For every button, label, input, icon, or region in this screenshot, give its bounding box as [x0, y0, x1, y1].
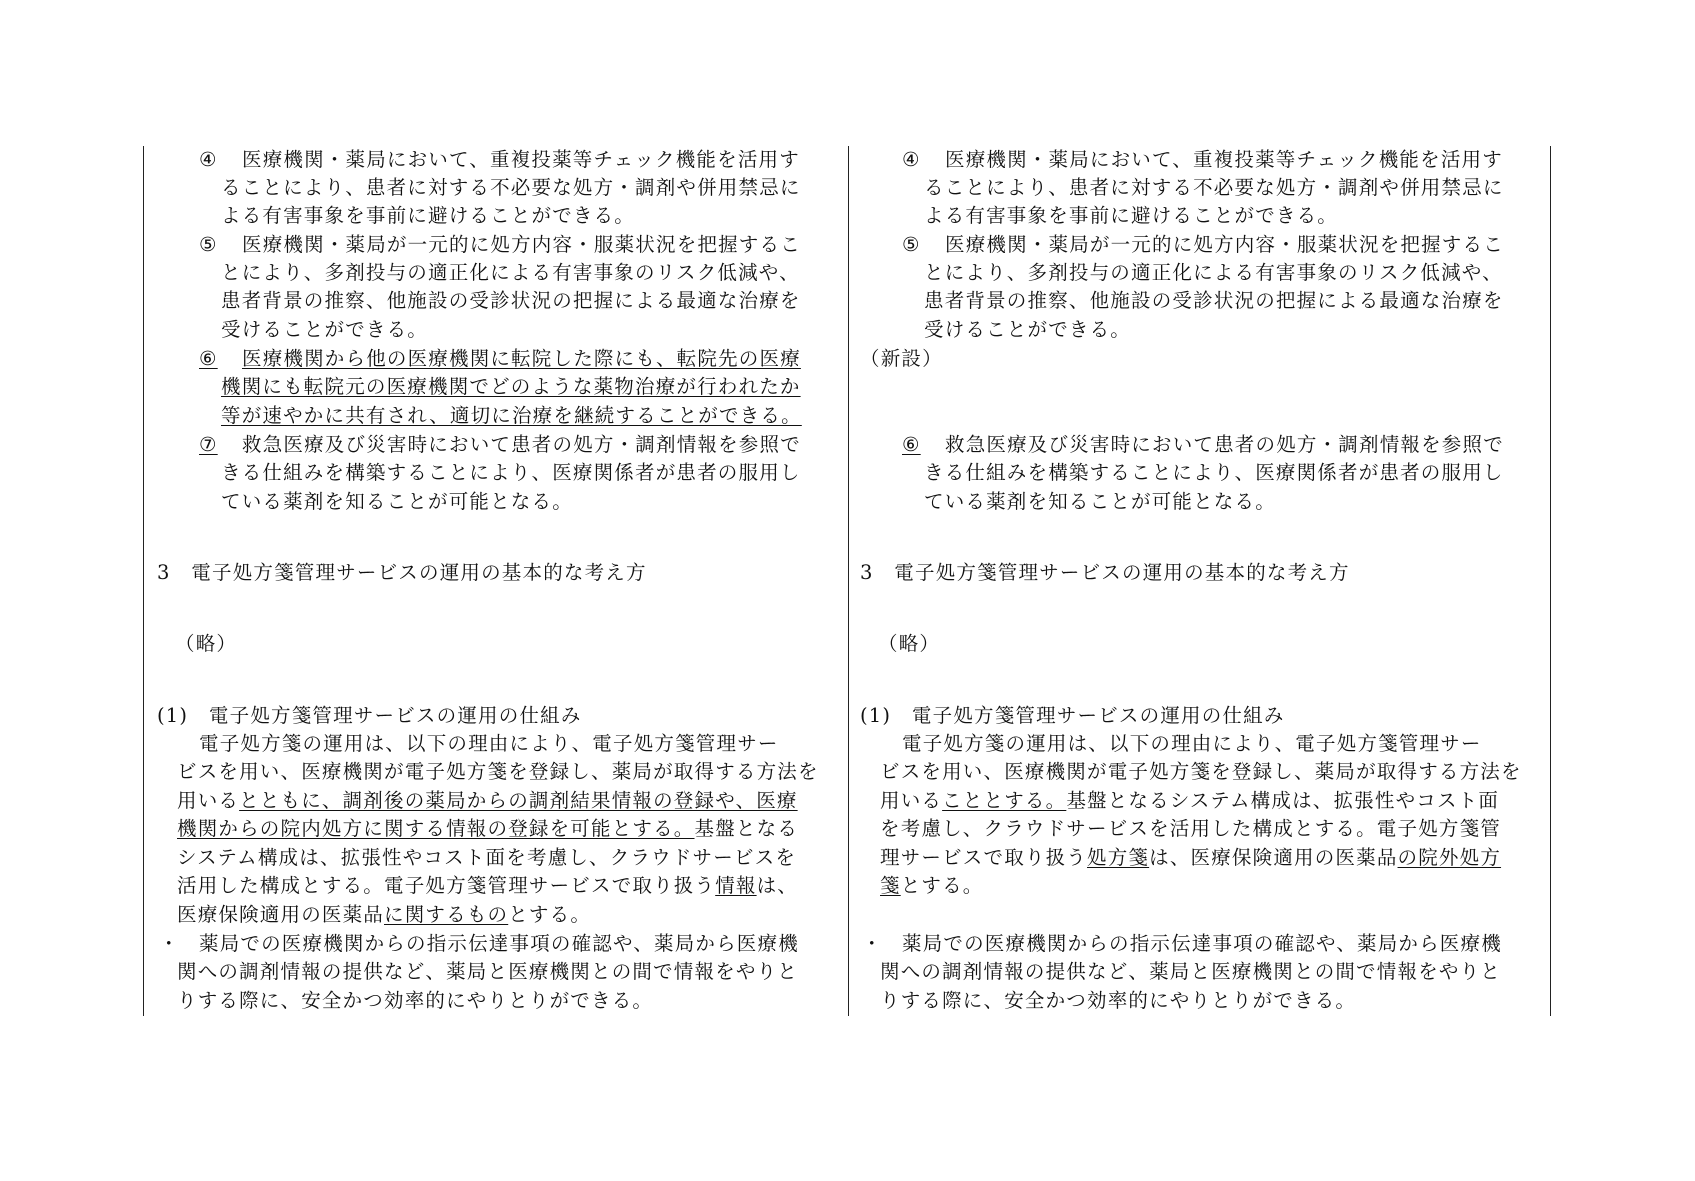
item7-line3: ている薬剤を知ることが可能となる。 [221, 490, 573, 513]
column-divider [848, 146, 849, 1016]
item5-line2: とにより、多剤投与の適正化による有害事象のリスク低減や、 [221, 261, 800, 284]
item6-line2: 機関にも転院元の医療機関でどのような薬物治療が行われたか [221, 375, 801, 398]
bullet-line3: りする際に、安全かつ効率的にやりとりができる。 [880, 989, 1357, 1012]
omitted-note: （略） [175, 632, 238, 655]
para-line4: 機関からの院内処方に関する情報の登録を可能とする。基盤となる [177, 817, 799, 840]
item5-line2: とにより、多剤投与の適正化による有害事象のリスク低減や、 [924, 261, 1503, 284]
para-line5: システム構成は、拡張性やコスト面を考慮し、クラウドサービスを [177, 846, 797, 869]
para-line3: 用いることとする。基盤となるシステム構成は、拡張性やコスト面 [880, 789, 1500, 812]
left-column-border [143, 146, 144, 1016]
para-line2: ビスを用い、医療機関が電子処方箋を登録し、薬局が取得する方法を [177, 760, 819, 783]
item5-line1: 医療機関・薬局が一元的に処方内容・服薬状況を把握するこ [945, 233, 1504, 256]
para-line1: 電子処方箋の運用は、以下の理由により、電子処方箋管理サー [902, 732, 1482, 755]
para-line6: 活用した構成とする。電子処方箋管理サービスで取り扱う情報は、 [177, 874, 799, 897]
bullet-mark: ・ [159, 932, 180, 955]
item7-line2: きる仕組みを構築することにより、医療関係者が患者の服用し [221, 461, 801, 484]
item4-line1: 医療機関・薬局において、重複投薬等チェック機能を活用す [945, 148, 1503, 171]
item4-line3: よる有害事象を事前に避けることができる。 [221, 204, 636, 227]
para-line5: 理サービスで取り扱う処方箋は、医療保険適用の医薬品の院外処方 [880, 846, 1502, 869]
item7-marker: ⑦ [199, 433, 218, 456]
item5-line3: 患者背景の推察、他施設の受診状況の把握による最適な治療を [924, 289, 1504, 312]
item4-line2: ることにより、患者に対する不必要な処方・調剤や併用禁忌に [924, 176, 1504, 199]
item6-line1: 救急医療及び災害時において患者の処方・調剤情報を参照で [945, 433, 1504, 456]
item4-line1: 医療機関・薬局において、重複投薬等チェック機能を活用す [242, 148, 800, 171]
bullet-line1: 薬局での医療機関からの指示伝達事項の確認や、薬局から医療機 [902, 932, 1502, 955]
item5-line4: 受けることができる。 [221, 318, 429, 341]
right-column-border [1550, 146, 1551, 1016]
new-item-note: （新設） [860, 347, 943, 370]
item7-line1: 救急医療及び災害時において患者の処方・調剤情報を参照で [242, 433, 801, 456]
section3-heading: 3 電子処方箋管理サービスの運用の基本的な考え方 [860, 561, 1350, 584]
subsection1-heading: (1) 電子処方箋管理サービスの運用の仕組み [157, 704, 582, 727]
item5-line4: 受けることができる。 [924, 318, 1132, 341]
item6-line1: 医療機関から他の医療機関に転院した際にも、転院先の医療 [242, 347, 801, 370]
item4-marker: ④ [199, 148, 218, 171]
item5-marker: ⑤ [199, 233, 218, 256]
item4-marker: ④ [902, 148, 921, 171]
bullet-line3: りする際に、安全かつ効率的にやりとりができる。 [177, 989, 654, 1012]
para-line1: 電子処方箋の運用は、以下の理由により、電子処方箋管理サー [199, 732, 779, 755]
item5-line1: 医療機関・薬局が一元的に処方内容・服薬状況を把握するこ [242, 233, 801, 256]
bullet-line1: 薬局での医療機関からの指示伝達事項の確認や、薬局から医療機 [199, 932, 799, 955]
bullet-line2: 関への調剤情報の提供など、薬局と医療機関との間で情報をやりと [177, 960, 799, 983]
item6-marker: ⑥ [902, 433, 921, 456]
item4-line3: よる有害事象を事前に避けることができる。 [924, 204, 1339, 227]
para-line4: を考慮し、クラウドサービスを活用した構成とする。電子処方箋管 [880, 817, 1502, 840]
item5-marker: ⑤ [902, 233, 921, 256]
bullet-line2: 関への調剤情報の提供など、薬局と医療機関との間で情報をやりと [880, 960, 1502, 983]
section3-heading: 3 電子処方箋管理サービスの運用の基本的な考え方 [157, 561, 647, 584]
omitted-note: （略） [878, 632, 941, 655]
item5-line3: 患者背景の推察、他施設の受診状況の把握による最適な治療を [221, 289, 801, 312]
para-line3: 用いるとともに、調剤後の薬局からの調剤結果情報の登録や、医療 [177, 789, 798, 812]
item6-marker: ⑥ [199, 347, 218, 370]
item6-line3: 等が速やかに共有され、適切に治療を継続することができる。 [221, 404, 802, 427]
item6-line3: ている薬剤を知ることが可能となる。 [924, 490, 1276, 513]
para-line7: 医療保険適用の医薬品に関するものとする。 [177, 903, 592, 926]
bullet-mark: ・ [862, 932, 883, 955]
para-line2: ビスを用い、医療機関が電子処方箋を登録し、薬局が取得する方法を [880, 760, 1522, 783]
para-line6: 箋とする。 [880, 874, 984, 897]
subsection1-heading: (1) 電子処方箋管理サービスの運用の仕組み [860, 704, 1285, 727]
item6-line2: きる仕組みを構築することにより、医療関係者が患者の服用し [924, 461, 1504, 484]
item4-line2: ることにより、患者に対する不必要な処方・調剤や併用禁忌に [221, 176, 801, 199]
